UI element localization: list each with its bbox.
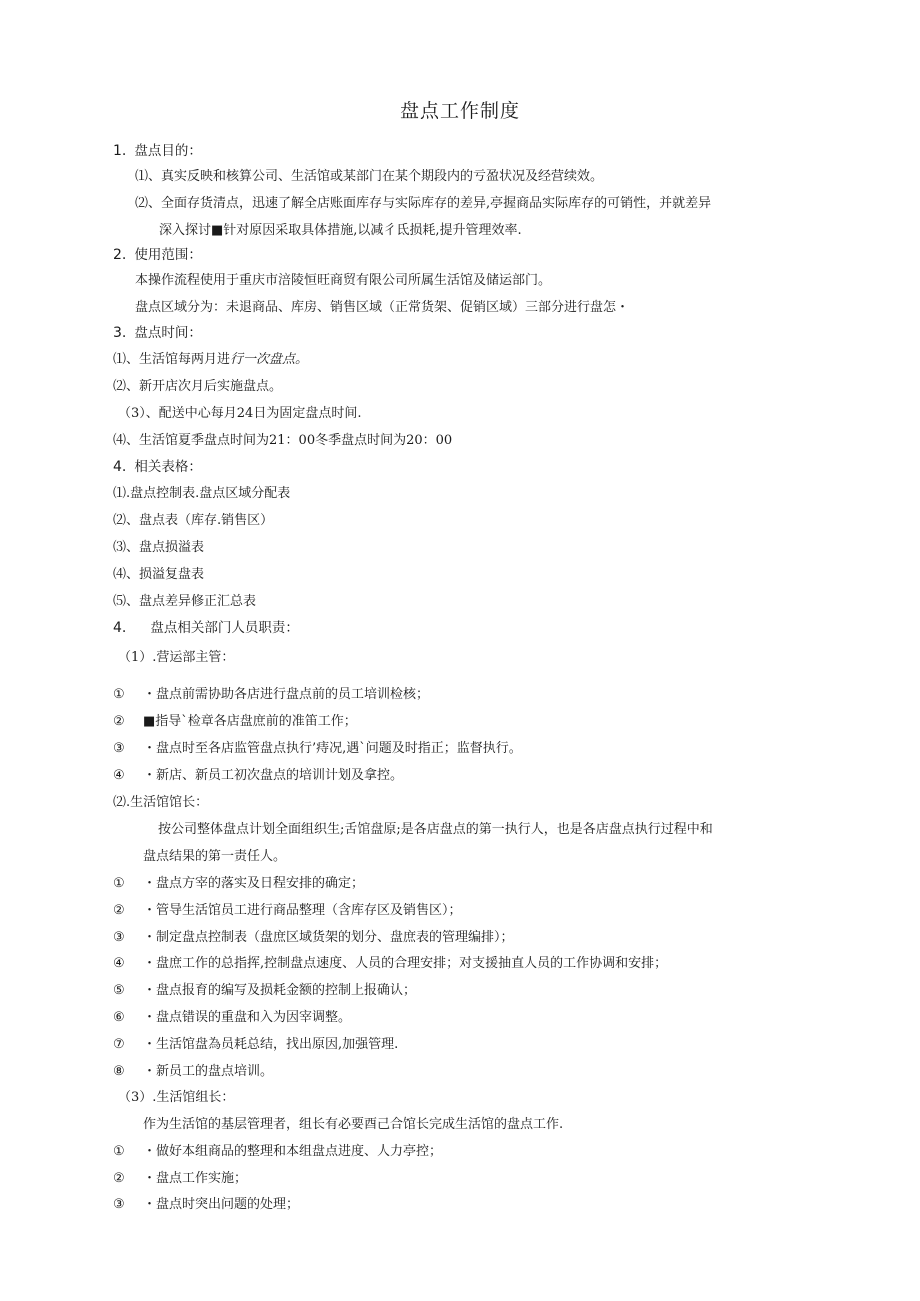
list-item: ⑷、生活馆夏季盘点时间为21：00冬季盘点时间为20：00: [113, 433, 453, 448]
list-marker: ③: [113, 930, 125, 945]
list-item: [113, 686, 429, 704]
list-item: [113, 1063, 273, 1081]
list-item: ⑵、盘点表（库存.销售区）: [113, 513, 274, 528]
list-item-text: ・做好本组商品的整理和本组盘点进度、人力亭控；: [143, 1144, 443, 1159]
list-item: [113, 1143, 442, 1161]
section-title: 盘点目的：: [134, 143, 202, 159]
section-title: 使用范围：: [134, 247, 202, 263]
paragraph: 盘点结果的第一责任人。: [143, 849, 287, 864]
list-item-text: 行一次盘点。: [230, 352, 309, 367]
section-title: 相关表格：: [134, 459, 202, 475]
section-title: 盘点时间：: [134, 325, 202, 341]
list-item: [113, 929, 514, 947]
list-item-text: ■指导`检章各店盘庶前的准笛工作；: [143, 714, 357, 729]
paragraph: ⑵、全面存货清点，迅速了解全店账面库存与实际库存的差异,亭握商品实际库存的可销性，并就差异: [135, 196, 712, 211]
list-item-text: ・盘点方宰的落实及日程安排的确定；: [143, 876, 365, 891]
list-marker: ⑤: [113, 983, 125, 998]
list-marker: ④: [113, 768, 125, 783]
list-marker: ②: [113, 714, 125, 729]
list-marker: ③: [113, 1197, 125, 1212]
section-number: 2.: [113, 247, 127, 263]
list-item-text: ・盘点时突出问题的处理；: [143, 1197, 300, 1212]
section-3-heading: [113, 324, 202, 342]
list-item: [113, 351, 308, 369]
list-item-text: ・盘点工作实施；: [143, 1171, 248, 1186]
list-item-text: ⑴、生活馆每两月进: [113, 352, 231, 367]
list-marker: ④: [113, 956, 125, 971]
list-item-text: ・管导生活馆员工进行商品整理（含库存区及销售区）；: [143, 903, 462, 918]
paragraph: 按公司整体盘点计划全面组织生;舌馆盘原;是各店盘点的第一执行人，也是各店盘点执行过程中和: [158, 822, 713, 837]
section-2-heading: [113, 246, 202, 264]
list-item: ⑶、盘点损溢表: [113, 540, 205, 555]
paragraph: 本操作流程使用于重庆市涪陵恒旺商贸有限公司所属生活馆及储运部门。: [135, 273, 552, 288]
list-item-text: ・盘点时至各店监管盘点执行’痔况,遇`问题及时指正；监督执行。: [143, 741, 522, 756]
list-item-text: ・盘点前需协助各店进行盘点前的员工培训检核；: [143, 687, 430, 702]
paragraph: 盘点区域分为：未退商品、库房、销售区域（正常货架、促销区域）三部分进行盘怎・: [135, 300, 630, 315]
list-marker: ⑥: [113, 1010, 125, 1025]
list-marker: ②: [113, 1171, 125, 1186]
page-title: 盘点工作制度: [399, 100, 520, 122]
section-number: 1.: [113, 143, 127, 159]
list-item-text: ・制定盘点控制表（盘庶区域货架的划分、盘庶表的管理编排）；: [143, 930, 514, 945]
paragraph: ⑴、真实反映和核算公司、生活馆或某部门在某个期段内的亏盈状况及经营续效。: [135, 169, 604, 184]
list-item: [113, 955, 667, 973]
list-marker: ⑧: [113, 1064, 125, 1079]
list-item: [113, 1170, 247, 1188]
section-title: 盘点相关部门人员职责：: [150, 620, 299, 636]
list-item: ⑴.盘点控制表.盘点区域分配表: [113, 486, 291, 501]
subsection-heading: ⑵.生活馆馆长：: [113, 795, 209, 810]
section-number: 4.: [113, 459, 127, 475]
section-1-heading: [113, 142, 202, 160]
subsection-heading: （3）.生活馆组长：: [118, 1090, 235, 1105]
list-item: [113, 902, 462, 920]
list-item: [113, 740, 522, 758]
list-marker: ②: [113, 903, 125, 918]
list-item: [113, 713, 357, 731]
list-marker: ⑦: [113, 1037, 125, 1052]
paragraph: 作为生活馆的基层管理者，组长有必要酉己合馆长完成生活馆的盘点工作.: [143, 1117, 564, 1132]
list-item: [113, 1009, 351, 1027]
list-item: [113, 767, 403, 785]
list-item: ⑸、盘点差异修正汇总表: [113, 594, 257, 609]
list-item-text: ・盘庶工作的总指挥,控制盘点速度、人员的合理安排；对支援抽直人员的工作协调和安排；: [143, 956, 668, 971]
list-item-text: ・盘点报育的编写及损耗金额的控制上报确认；: [143, 983, 417, 998]
list-item: （3）、配送中心每月24日为固定盘点时间.: [118, 406, 362, 421]
section-4-heading: [113, 458, 202, 476]
list-item: [113, 875, 364, 893]
paragraph: 深入探讨■针对原因采取具体措施,以减彳氐损耗,提升管理效率.: [159, 223, 522, 238]
list-item: ⑵、新开店次月后实施盘点。: [113, 379, 283, 394]
list-marker: ①: [113, 1144, 125, 1159]
list-marker: ①: [113, 687, 125, 702]
list-item-text: ・生活馆盘為员耗总结，找出原因,加强管理.: [143, 1037, 399, 1052]
section-number: 4.: [113, 620, 127, 636]
list-marker: ③: [113, 741, 125, 756]
section-5-heading: [113, 619, 299, 637]
list-item: [113, 1036, 398, 1054]
list-item-text: ・盘点错误的重盘和入为因宰调整。: [143, 1010, 352, 1025]
list-item: [113, 1196, 299, 1214]
list-item-text: ・新店、新员工初次盘点的培训计划及拿控。: [143, 768, 404, 783]
list-item: ⑷、损溢复盘表: [113, 567, 205, 582]
list-marker: ①: [113, 876, 125, 891]
section-number: 3.: [113, 325, 127, 341]
subsection-heading: （1）.营运部主管：: [118, 650, 235, 665]
list-item-text: ・新员工的盘点培训。: [143, 1064, 274, 1079]
list-item: [113, 982, 416, 1000]
